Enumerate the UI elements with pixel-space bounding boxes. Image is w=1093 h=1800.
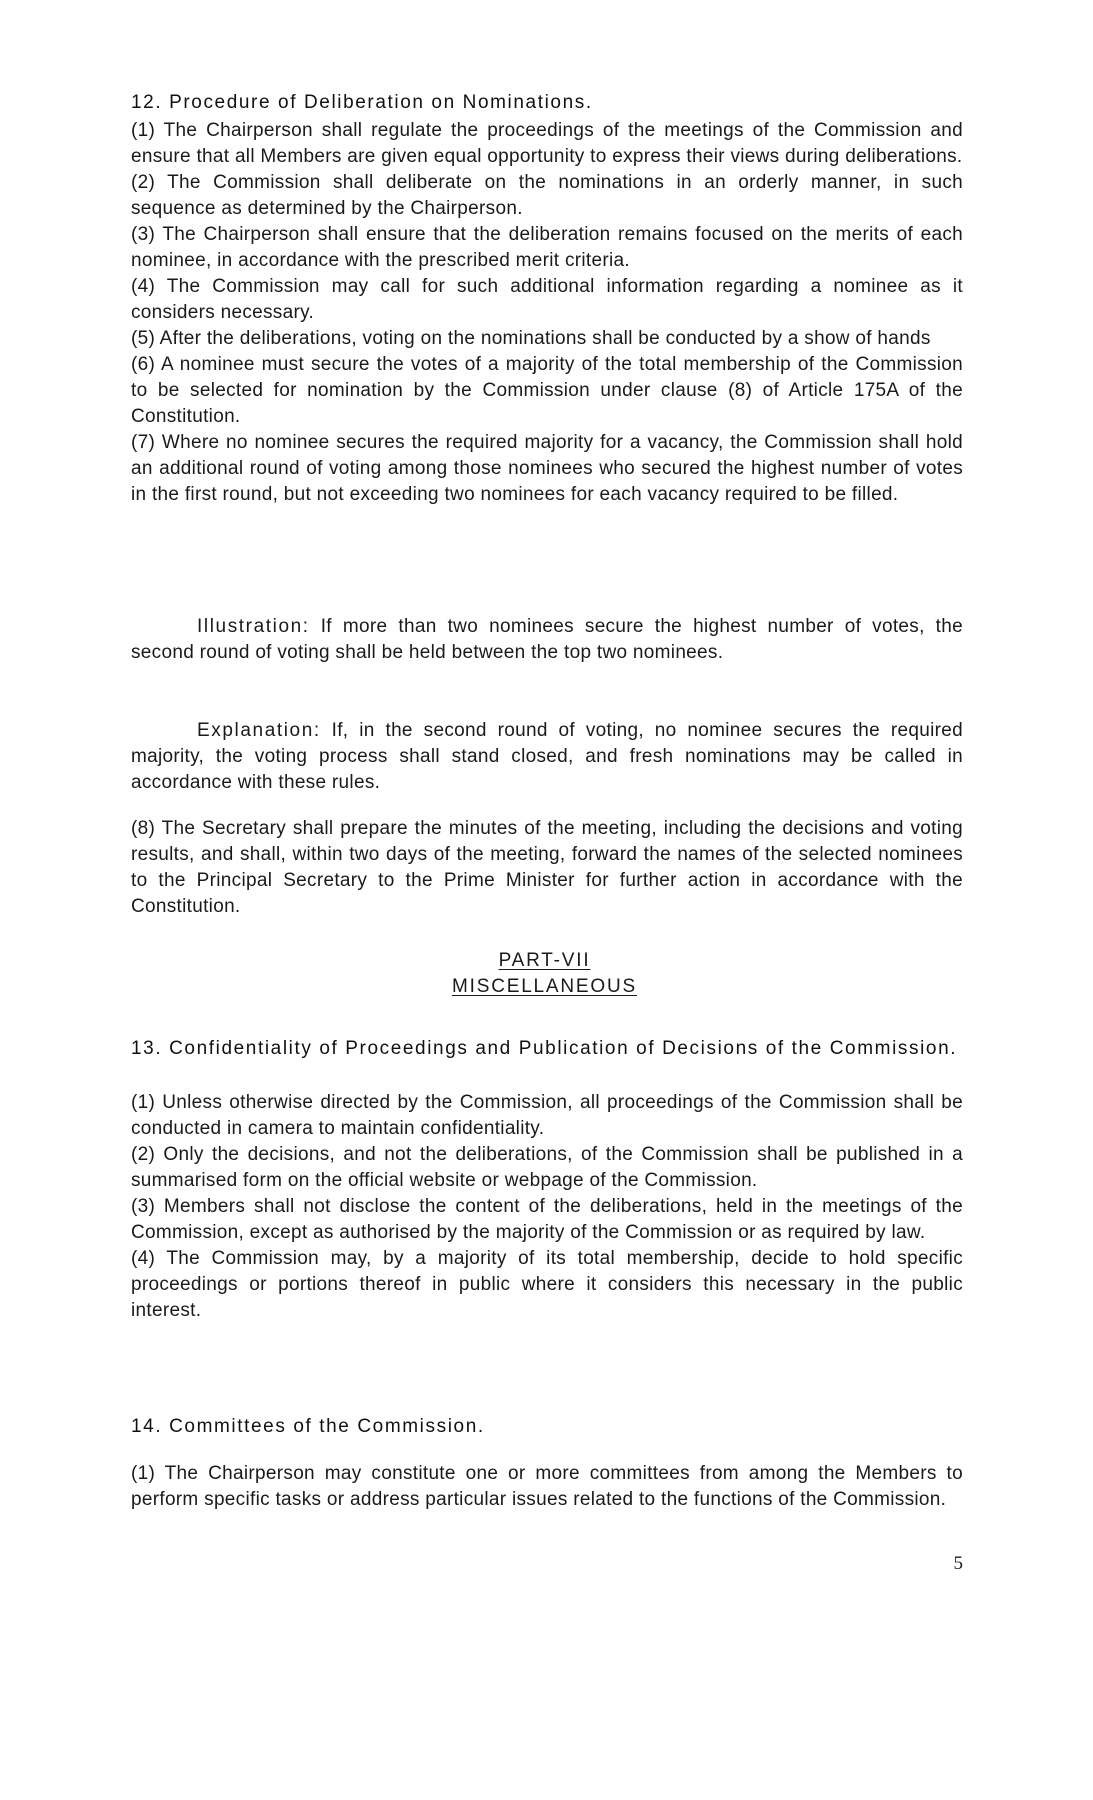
explanation-note (131, 718, 963, 796)
clause-13-2: (2) Only the decisions, and not the deliberations, of the Commission shall be published in a summarised form on the official website or webpage of the Commission. (131, 1144, 963, 1191)
section-14-heading: 14. Committees of the Commission. (131, 1416, 485, 1437)
clause-12-8: (8) The Secretary shall prepare the minutes of the meeting, including the decisions and voting results, and shall, within two days of the meeting, forward the names of the selected nominees to the Principal Secretary to the Prime Minister for further action in accordance with the Constitution. (131, 818, 963, 917)
part-number-text: PART-VII (498, 950, 591, 971)
clause-12-2: (2) The Commission shall deliberate on the nominations in an orderly manner, in such sequence as determined by the Chairperson. (131, 172, 963, 219)
illustration-text: If more than two nominees secure the highest number of votes, the second round of voting shall be held between the top two nominees. (131, 616, 963, 663)
part-title-text: MISCELLANEOUS (452, 976, 637, 997)
explanation-text: If, in the second round of voting, no nominee secures the required majority, the voting process shall stand closed, and fresh nominations may be called in accordance with these rules. (131, 720, 963, 793)
clause-13-4: (4) The Commission may, by a majority of its total membership, decide to hold specific proceedings or portions thereof in public where it considers this necessary in the public interest. (131, 1248, 963, 1321)
section-13-heading: 13. Confidentiality of Proceedings and Publication of Decisions of the Commission. (131, 1038, 958, 1059)
clause-12-5: (5) After the deliberations, voting on the nominations shall be conducted by a show of hands (131, 328, 931, 349)
clause-12-8-block (131, 816, 963, 920)
clause-14-1: (1) The Chairperson may constitute one or more committees from among the Members to perform specific tasks or address particular issues related to the functions of the Commission. (131, 1463, 963, 1510)
clause-12-7: (7) Where no nominee secures the required majority for a vacancy, the Commission shall hold an additional round of voting among those nominees who secured the highest number of votes in the first round, but not exceeding two nominees for each vacancy required to be filled. (131, 432, 963, 505)
clause-12-1: (1) The Chairperson shall regulate the proceedings of the meetings of the Commission and ensure that all Members are given equal opportunity to express their views during deliberations. (131, 120, 963, 167)
clause-13-3: (3) Members shall not disclose the content of the deliberations, held in the meetings of the Commission, except as authorised by the majority of the Commission or as required by law. (131, 1196, 963, 1243)
illustration-label: Illustration: (197, 616, 310, 637)
section-13-clauses (131, 1090, 963, 1324)
illustration-note (131, 614, 963, 666)
clause-12-6: (6) A nominee must secure the votes of a majority of the total membership of the Commission to be selected for nomination by the Commission under clause (8) of Article 175A of the Constitution. (131, 354, 963, 427)
section-12-clauses (131, 118, 963, 508)
section-12-heading: 12. Procedure of Deliberation on Nominations. (131, 92, 593, 113)
clause-12-4: (4) The Commission may call for such additional information regarding a nominee as it considers necessary. (131, 276, 963, 323)
clause-12-3: (3) The Chairperson shall ensure that the deliberation remains focused on the merits of each nominee, in accordance with the prescribed merit criteria. (131, 224, 963, 271)
explanation-label: Explanation: (197, 720, 321, 741)
clause-13-1: (1) Unless otherwise directed by the Commission, all proceedings of the Commission shall be conducted in camera to maintain confidentiality. (131, 1092, 963, 1139)
part-number (0, 948, 1091, 974)
part-title (0, 974, 1091, 1000)
page-number: 5 (953, 1553, 963, 1574)
section-14-clauses (131, 1461, 963, 1513)
